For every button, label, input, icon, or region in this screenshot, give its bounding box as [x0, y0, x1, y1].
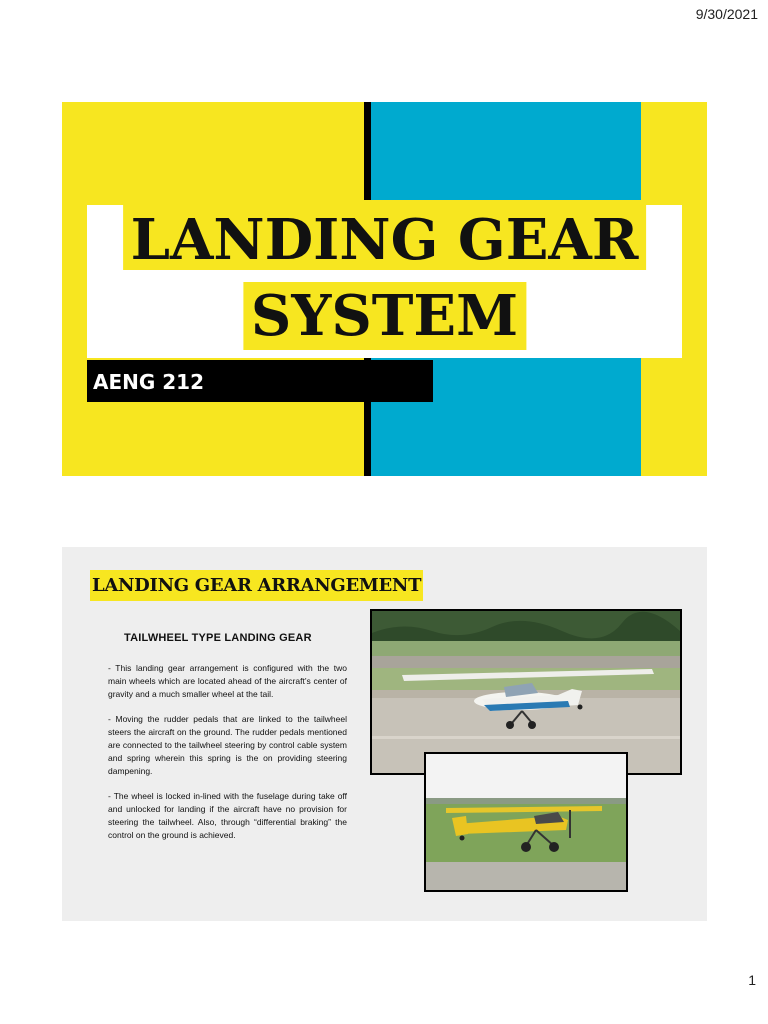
page-number: 1 [748, 972, 756, 988]
section-subtitle: TAILWHEEL TYPE LANDING GEAR [124, 632, 312, 644]
course-code: AENG 212 [93, 370, 205, 394]
paragraph-1: - This landing gear arrangement is configured with the two main wheels which are located ahead of the aircraft’s center of gravity and a much smaller wheel at the tail. [108, 663, 347, 699]
course-banner [87, 360, 433, 402]
title-line-1: LANDING GEAR [123, 200, 647, 270]
content-slide [62, 547, 707, 921]
airplane-photo-2 [424, 752, 628, 892]
title-line-2: SYSTEM [243, 282, 526, 350]
airplane-photo-1 [370, 609, 682, 775]
paragraph-3: - The wheel is locked in-lined with the fuselage during take off and unlocked for landing if the aircraft have no provision for steering the tailwheel. Also, through “differential braking” the control on the ground is achieved. [108, 791, 347, 840]
print-date: 9/30/2021 [695, 6, 758, 22]
paragraph-2: - Moving the rudder pedals that are linked to the tailwheel steers the aircraft on the ground. The rudder pedals mentioned are connected to the tailwheel steering by control cable system and spring wherein this spring is the on providing steering dampening. [108, 714, 347, 776]
title-slide [62, 102, 707, 476]
section-body [108, 662, 347, 854]
section-title: LANDING GEAR ARRANGEMENT [90, 570, 423, 601]
